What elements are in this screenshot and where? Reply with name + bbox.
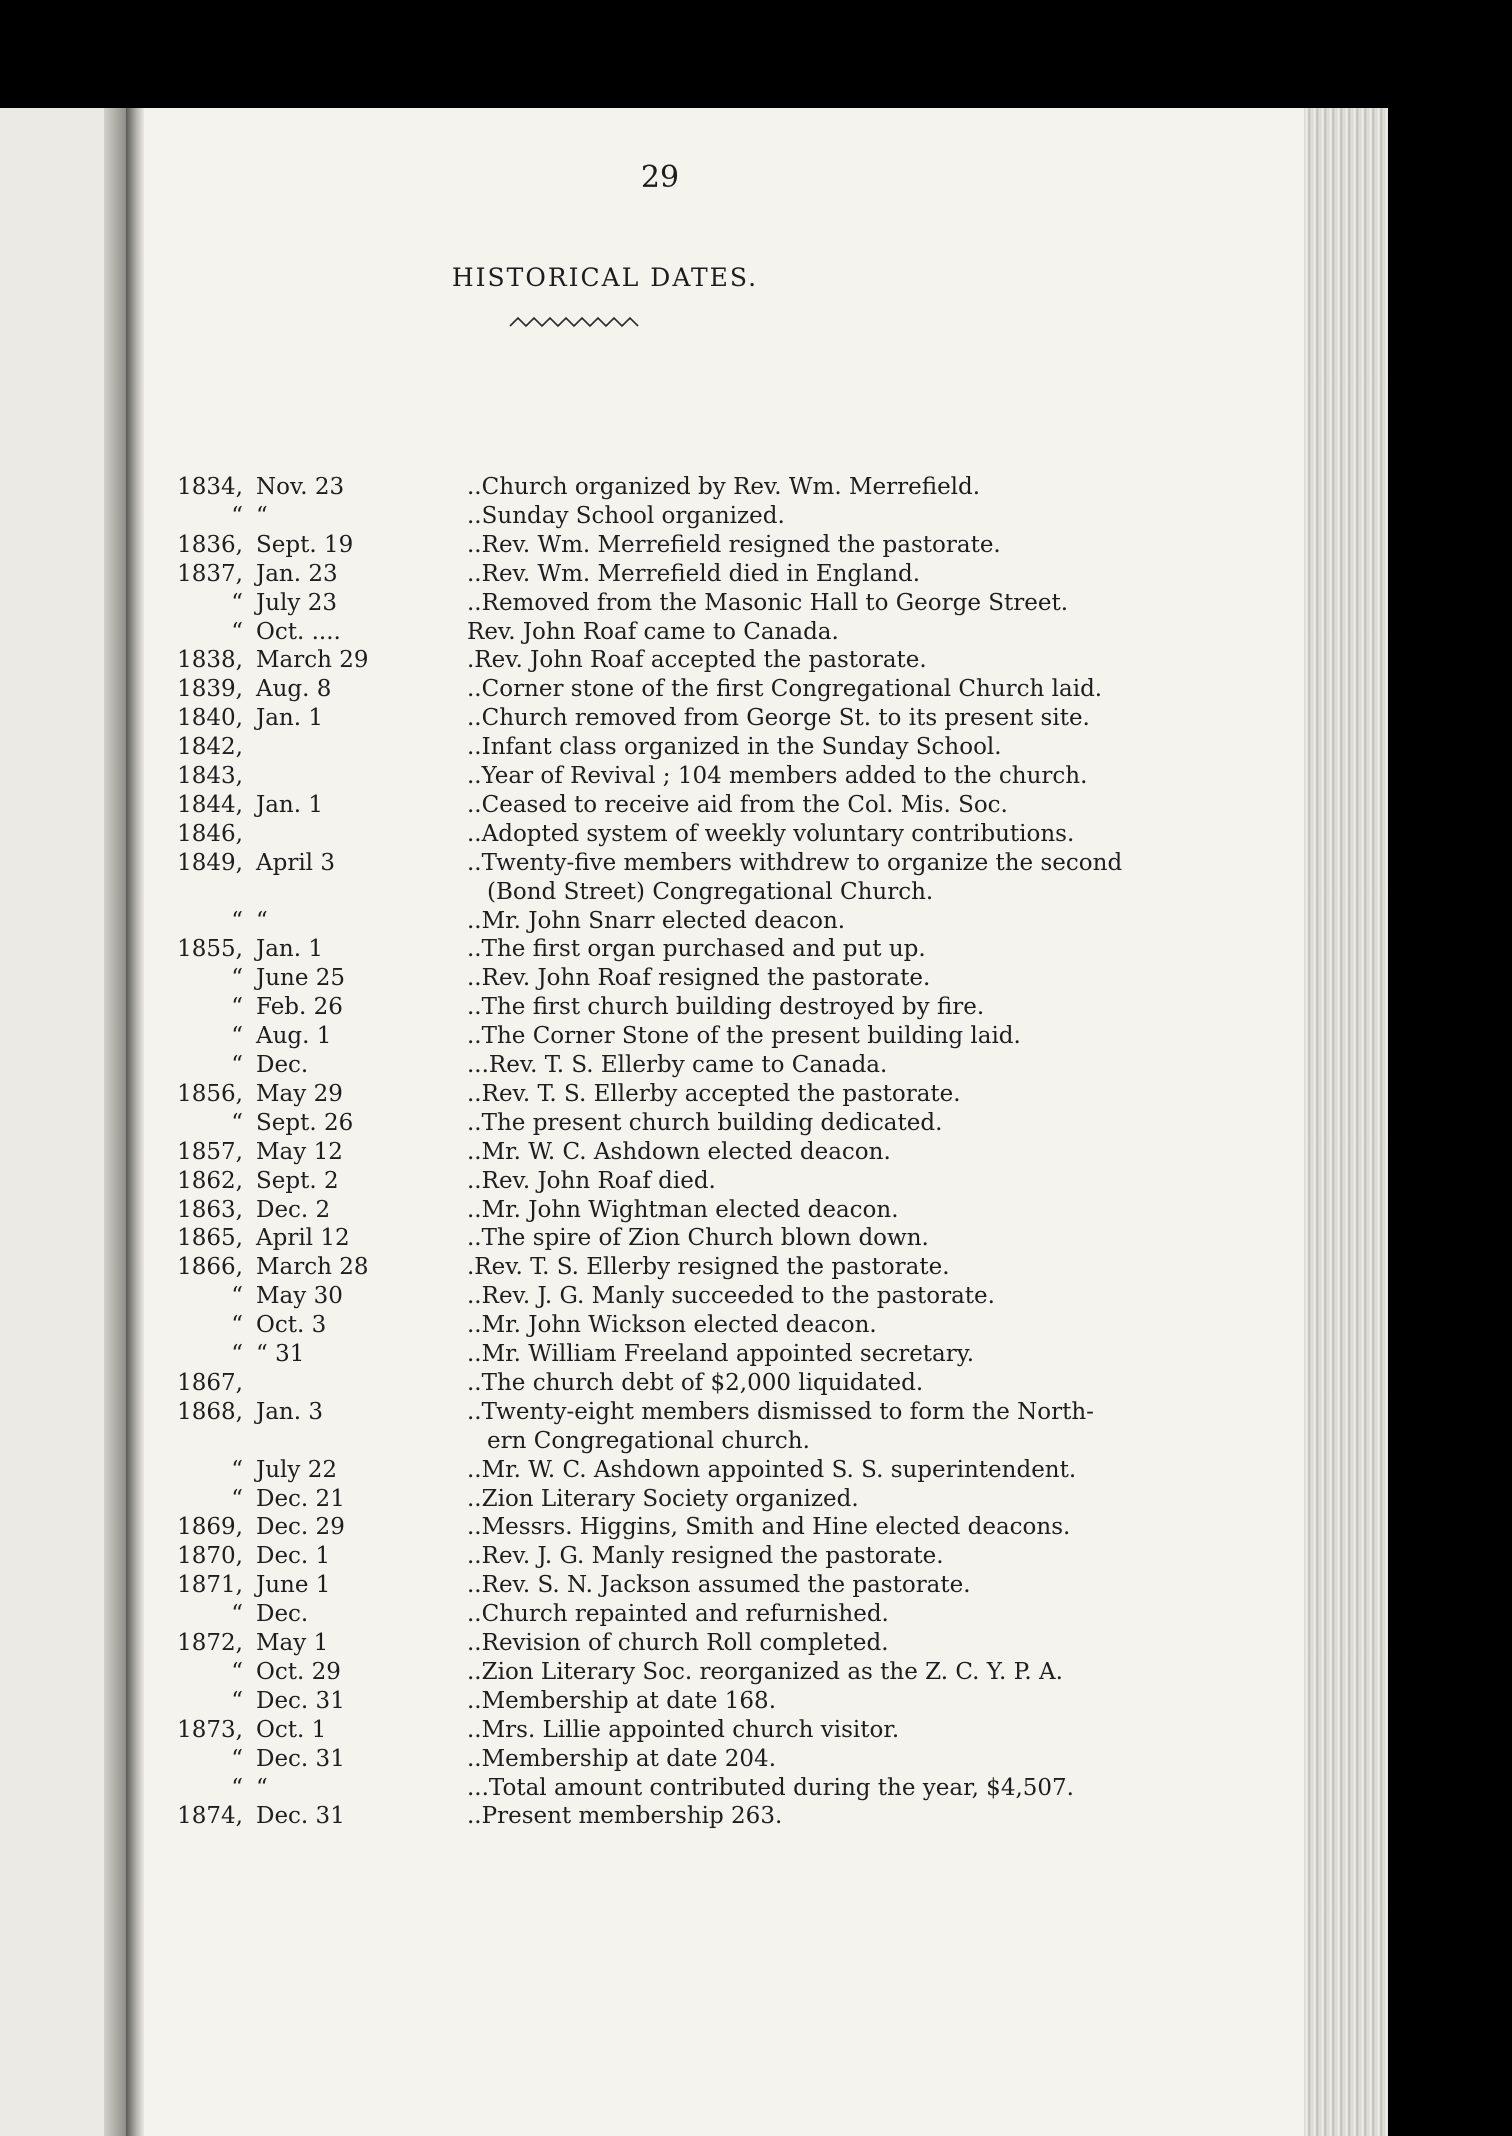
ornament-divider (500, 312, 650, 334)
entry-year: 1866, (177, 1254, 243, 1281)
entry-text: ..The first church building destroyed by fire. (467, 994, 985, 1021)
entry-text: ..Rev. Wm. Merrefield resigned the pastorate. (467, 531, 1001, 558)
entry-date: July 23 (256, 589, 337, 616)
entry-year: “ (231, 1023, 243, 1050)
entry-date: April 3 (256, 849, 335, 876)
entry-date: Sept. 2 (256, 1167, 339, 1194)
entry-date: Jan. 1 (256, 936, 324, 963)
entry-year: 1837, (177, 560, 243, 587)
entry-text: ..Messrs. Higgins, Smith and Hine elected deacons. (467, 1514, 1071, 1541)
entry-year: 1855, (177, 936, 243, 963)
entry-year: 1839, (177, 676, 243, 703)
entry-date: Dec. (256, 1601, 309, 1628)
entry-date: Jan. 3 (256, 1398, 324, 1425)
entry-date: May 1 (256, 1630, 329, 1656)
entry-year: “ (231, 1774, 243, 1801)
entry-text: ..Zion Literary Society organized. (467, 1485, 859, 1512)
entry-text: ..Church removed from George St. to its present site. (467, 705, 1090, 732)
entry-date: “ (256, 907, 268, 934)
entry-date: Aug. 8 (256, 676, 332, 703)
entry-date: April 12 (256, 1225, 350, 1252)
entry-text: ..Rev. John Roaf died. (467, 1167, 716, 1194)
entry-year: “ (231, 589, 243, 616)
entry-text: ..Mr. John Snarr elected deacon. (467, 907, 846, 934)
entry-text: Rev. John Roaf came to Canada. (467, 618, 839, 645)
entry-text: ..Membership at date 204. (467, 1745, 777, 1772)
entry-text: .Rev. John Roaf accepted the pastorate. (467, 647, 927, 674)
entry-date: Dec. 29 (256, 1514, 345, 1541)
entry-date: Dec. 31 (256, 1687, 345, 1714)
entry-year: 1869, (177, 1514, 243, 1541)
entry-date: Sept. 26 (256, 1109, 354, 1136)
entry-text: ..Mr. William Freeland appointed secretary. (467, 1341, 975, 1367)
entry-date: May 12 (256, 1138, 343, 1165)
entry-year: 1871, (177, 1572, 243, 1599)
entry-date: Dec. 31 (256, 1745, 345, 1772)
entry-text: ..Mrs. Lillie appointed church visitor. (467, 1716, 900, 1743)
entry-text: ...Total amount contributed during the year, $4,507. (467, 1774, 1074, 1801)
entry-date: Jan. 23 (256, 560, 338, 587)
entry-text: ..The present church building dedicated. (467, 1109, 943, 1136)
entry-year: “ (231, 1658, 243, 1685)
entry-text: ..Sunday School organized. (467, 502, 785, 529)
entry-year: “ (231, 618, 243, 645)
entry-year: 1874, (177, 1803, 243, 1830)
entry-year: 1863, (177, 1196, 243, 1223)
entry-year: “ (231, 1109, 243, 1136)
entry-date: March 28 (256, 1254, 369, 1281)
entry-text: ..Mr. W. C. Ashdown elected deacon. (467, 1138, 891, 1165)
entry-text: ..Mr. W. C. Ashdown appointed S. S. superintendent. (467, 1456, 1077, 1483)
entry-year: 1840, (177, 705, 243, 732)
entry-date: June 1 (256, 1572, 331, 1599)
entry-text: ..Year of Revival ; 104 members added to the church. (467, 763, 1088, 789)
entry-year: “ (231, 994, 243, 1021)
entry-year: “ (231, 1341, 243, 1367)
entry-date: Aug. 1 (256, 1023, 332, 1050)
entry-text: ..Ceased to receive aid from the Col. Mis. Soc. (467, 791, 1008, 818)
entry-date: “ (256, 502, 268, 529)
entry-year: “ (231, 907, 243, 934)
entry-text: ..Rev. J. G. Manly succeeded to the pastorate. (467, 1283, 995, 1310)
page-number: 29 (640, 160, 680, 195)
entry-year: 1873, (177, 1716, 243, 1743)
entry-year: 1857, (177, 1138, 243, 1165)
entry-year: 1862, (177, 1167, 243, 1194)
entry-year: 1867, (177, 1369, 243, 1396)
entry-year: 1838, (177, 647, 243, 674)
entry-text: ..Mr. John Wickson elected deacon. (467, 1312, 877, 1339)
entry-date: Oct. 3 (256, 1312, 327, 1339)
entry-year: 1868, (177, 1398, 243, 1425)
entry-text: ..The first organ purchased and put up. (467, 936, 926, 963)
entry-date: Dec. 1 (256, 1543, 331, 1570)
entry-date: May 30 (256, 1283, 343, 1310)
entry-text: (Bond Street) Congregational Church. (487, 878, 934, 905)
entry-date: June 25 (256, 965, 346, 992)
entry-text: ..Rev. John Roaf resigned the pastorate. (467, 965, 931, 992)
entry-year: “ (231, 1687, 243, 1714)
entry-text: ..The spire of Zion Church blown down. (467, 1225, 929, 1252)
entry-year: “ (231, 1052, 243, 1078)
entry-text: ..Infant class organized in the Sunday School. (467, 734, 1002, 761)
entry-text: ..The church debt of $2,000 liquidated. (467, 1369, 924, 1396)
entry-year: 1856, (177, 1080, 243, 1107)
entry-date: Dec. 21 (256, 1485, 345, 1512)
entry-date: “ 31 (256, 1341, 305, 1367)
entry-date: Dec. (256, 1052, 309, 1078)
entry-text: ..Twenty-five members withdrew to organize the second (467, 849, 1123, 876)
page-gutter (126, 108, 144, 2136)
entry-year: 1870, (177, 1543, 243, 1570)
page-edges (1304, 108, 1388, 2136)
entry-date: Jan. 1 (256, 791, 324, 818)
entry-year: “ (231, 502, 243, 529)
entry-text: .Rev. T. S. Ellerby resigned the pastorate. (467, 1254, 950, 1281)
entry-date: Oct. 29 (256, 1658, 341, 1685)
entry-date: Sept. 19 (256, 531, 354, 558)
entry-year: 1844, (177, 791, 243, 818)
entry-date: Oct. .... (256, 618, 341, 645)
entry-date: Dec. 31 (256, 1803, 345, 1830)
entry-text: ..Rev. S. N. Jackson assumed the pastorate. (467, 1572, 971, 1599)
entry-text: ..Church repainted and refurnished. (467, 1601, 889, 1628)
entry-text: ..Adopted system of weekly voluntary contributions. (467, 820, 1075, 847)
entry-date: Dec. 2 (256, 1196, 331, 1223)
entry-date: Feb. 26 (256, 994, 343, 1021)
entry-date: May 29 (256, 1080, 343, 1107)
entry-year: 1843, (177, 763, 243, 789)
entry-year: 1872, (177, 1630, 243, 1656)
entry-date: July 22 (256, 1456, 337, 1483)
entry-date: March 29 (256, 647, 369, 674)
entry-year: “ (231, 1283, 243, 1310)
entry-text: ..Corner stone of the first Congregational Church laid. (467, 676, 1103, 703)
entry-year: “ (231, 1312, 243, 1339)
entry-text: ...Rev. T. S. Ellerby came to Canada. (467, 1052, 888, 1078)
entry-text: ..Removed from the Masonic Hall to George Street. (467, 589, 1069, 616)
entry-year: 1846, (177, 820, 243, 847)
entry-text: ..Membership at date 168. (467, 1687, 777, 1714)
entry-text: ..The Corner Stone of the present building laid. (467, 1023, 1021, 1050)
entry-year: 1834, (177, 474, 243, 500)
entry-year: “ (231, 1456, 243, 1483)
entry-text: ..Rev. J. G. Manly resigned the pastorate. (467, 1543, 944, 1570)
entry-year: “ (231, 1485, 243, 1512)
gutter-shadow (104, 108, 126, 2136)
entry-text: ..Rev. T. S. Ellerby accepted the pastorate. (467, 1080, 961, 1107)
entry-year: 1842, (177, 734, 243, 761)
entry-text: ..Church organized by Rev. Wm. Merrefield. (467, 474, 981, 500)
facing-page-edge (0, 108, 126, 2136)
entry-text: ..Zion Literary Soc. reorganized as the Z. C. Y. P. A. (467, 1658, 1063, 1685)
entry-year: “ (231, 1601, 243, 1628)
entry-year: 1836, (177, 531, 243, 558)
entry-year: 1865, (177, 1225, 243, 1252)
entry-text: ..Present membership 263. (467, 1803, 783, 1830)
entry-year: “ (231, 1745, 243, 1772)
entry-date: “ (256, 1774, 268, 1801)
entry-text: ern Congregational church. (487, 1427, 810, 1454)
entry-text: ..Revision of church Roll completed. (467, 1630, 889, 1656)
entry-year: 1849, (177, 849, 243, 876)
entry-text: ..Mr. John Wightman elected deacon. (467, 1196, 899, 1223)
entry-date: Nov. 23 (256, 474, 345, 500)
page-heading: HISTORICAL DATES. (451, 263, 759, 292)
entry-date: Oct. 1 (256, 1716, 327, 1743)
entry-text: ..Rev. Wm. Merrefield died in England. (467, 560, 921, 587)
entry-date: Jan. 1 (256, 705, 324, 732)
entry-text: ..Twenty-eight members dismissed to form the North- (467, 1398, 1094, 1425)
entry-year: “ (231, 965, 243, 992)
